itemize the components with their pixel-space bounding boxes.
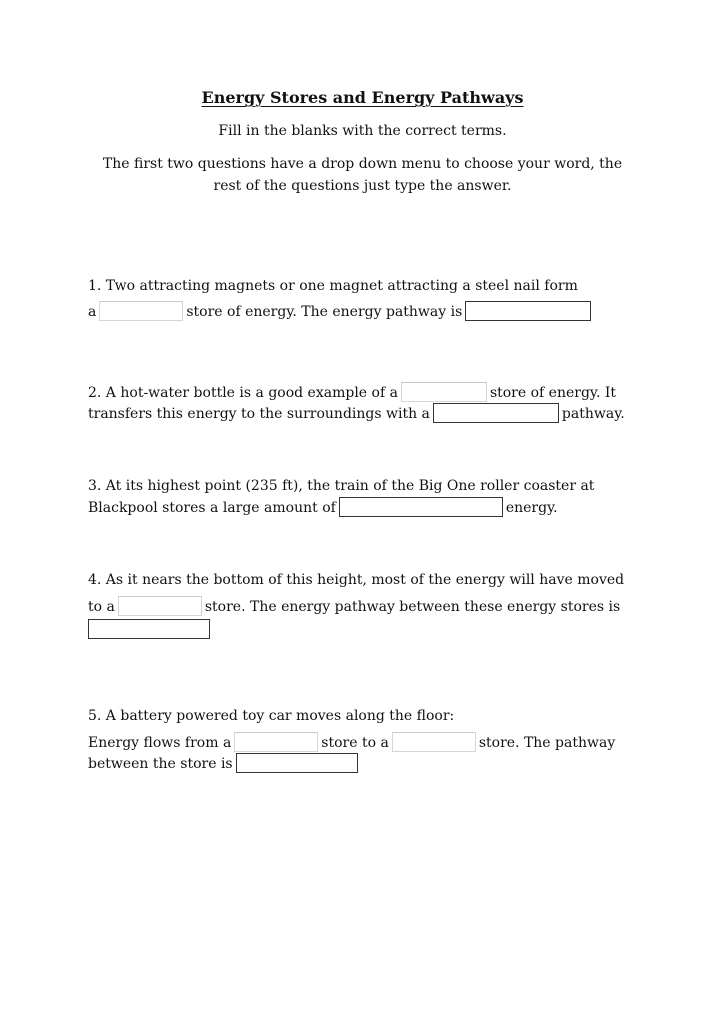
q5-line2-post: store. The pathway xyxy=(478,735,616,751)
q2-line2-pre: transfers this energy to the surroundings with a xyxy=(88,406,430,422)
q3-line1: 3. At its highest point (235 ft), the train of the Big One roller coaster at xyxy=(88,478,595,494)
instruction-dropdown-line2: rest of the questions just type the answer. xyxy=(213,178,512,194)
q5-first-store-input[interactable] xyxy=(234,732,318,752)
q2-line1-pre: 2. A hot-water bottle is a good example of a xyxy=(88,385,398,401)
instruction-fill-blanks: Fill in the blanks with the correct terms. xyxy=(218,123,507,139)
q2-line2-post: pathway. xyxy=(561,406,625,422)
q1-pre-text: a xyxy=(88,304,97,320)
q4-pathway-input[interactable] xyxy=(88,619,210,639)
instruction-dropdown-line1: The first two questions have a drop down menu to choose your word, the xyxy=(102,156,623,172)
q2-line2 xyxy=(88,403,625,424)
q1-line2 xyxy=(88,301,594,322)
page-title: Energy Stores and Energy Pathways xyxy=(201,88,524,107)
q1-store-dropdown[interactable] xyxy=(99,301,183,321)
q4-line1: 4. As it nears the bottom of this height, most of the energy will have moved xyxy=(88,572,625,588)
q5-line2 xyxy=(88,732,615,753)
q5-line3-pre: between the store is xyxy=(88,756,233,772)
q4-store-input[interactable] xyxy=(118,596,202,616)
q5-line1: 5. A battery powered toy car moves along the floor: xyxy=(88,708,455,724)
q5-line2-mid: store to a xyxy=(321,735,389,751)
q5-line3 xyxy=(88,753,361,774)
q2-line1-post: store of energy. It xyxy=(489,385,617,401)
q4-line3 xyxy=(88,619,213,640)
q2-pathway-dropdown[interactable] xyxy=(433,403,559,423)
q5-second-store-input[interactable] xyxy=(392,732,476,752)
q4-line2 xyxy=(88,596,620,617)
q3-answer-input[interactable] xyxy=(339,497,503,517)
q5-line2-pre: Energy flows from a xyxy=(88,735,232,751)
q3-line2-pre: Blackpool stores a large amount of xyxy=(88,500,336,516)
q2-store-dropdown[interactable] xyxy=(401,382,487,402)
q4-line2-pre: to a xyxy=(88,599,115,615)
q2-line1 xyxy=(88,382,616,403)
q4-line2-post: store. The energy pathway between these energy stores is xyxy=(204,599,621,615)
q3-line2-post: energy. xyxy=(505,500,558,516)
q5-pathway-input[interactable] xyxy=(236,753,358,773)
q1-pathway-dropdown[interactable] xyxy=(465,301,591,321)
q1-mid-text: store of energy. The energy pathway is xyxy=(186,304,463,320)
q3-line2 xyxy=(88,497,558,518)
q1-line1: 1. Two attracting magnets or one magnet attracting a steel nail form xyxy=(88,278,578,294)
